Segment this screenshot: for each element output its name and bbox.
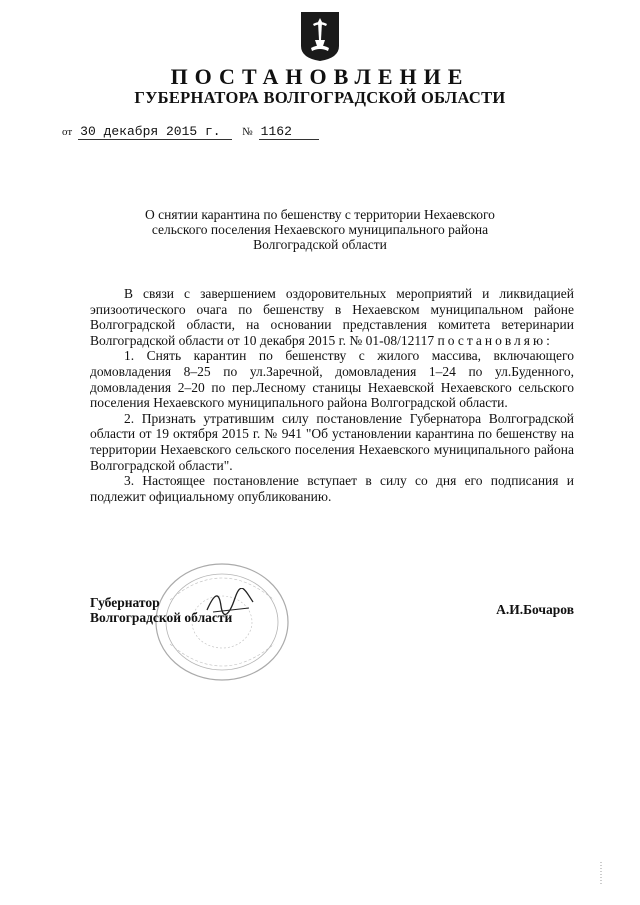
number-label: №: [242, 126, 253, 138]
registration-line: [62, 124, 319, 140]
subject-line: О снятии карантина по бешенству с территории Нехаевского: [145, 207, 495, 222]
preamble-paragraph: [90, 286, 574, 348]
signer-position-line: Волгоградской области: [90, 610, 233, 625]
document-date: 30 декабря 2015 г.: [78, 124, 232, 140]
item-2-paragraph: 2. Признать утратившим силу постановление Губернатора Волгоградской области от 19 октября 2015 г. № 941 "Об установлении карантина по бешенству на территории Нехаевского сельского поселения Нехаевского муниципального района Волгоградской области".: [90, 410, 574, 473]
date-label: от: [62, 126, 73, 138]
document-title: ПОСТАНОВЛЕНИЕ: [170, 64, 470, 89]
resolution-word: постановляю:: [437, 332, 553, 348]
coat-of-arms-icon: [299, 10, 341, 62]
signer-position: [90, 595, 232, 625]
signer-name: А.И.Бочаров: [496, 602, 574, 617]
document-number: 1162: [259, 124, 319, 140]
signer-position-line: Губернатор: [90, 595, 160, 610]
item-1-paragraph: 1. Снять карантин по бешенству с жилого массива, включающего домовладения 8–25 по ул.Заречной, домовладения 1–24 по ул.Буденного, домовладения 2–20 по пер.Лесному станицы Нехаевской Нехаевского сельского поселения Нехаевского муниципального района Волгоградской области.: [90, 348, 574, 411]
preamble-text: В связи с завершением оздоровительных мероприятий и ликвидацией эпизоотического очага по бешенству в Нехаевском муниципальном районе Волгоградской области, на основании представления комитета ветеринарии Волгоградской области от 10 декабря 2015 г. № 01-08/12117: [90, 286, 574, 348]
subject-line: Волгоградской области: [253, 237, 387, 252]
document-subject: [100, 207, 540, 252]
item-3-paragraph: 3. Настоящее постановление вступает в силу со дня его подписания и подлежит официальному опубликованию.: [90, 473, 574, 504]
document-issuer: ГУБЕРНАТОРА ВОЛГОГРАДСКОЙ ОБЛАСТИ: [134, 88, 506, 107]
margin-mark-icon: [598, 862, 604, 884]
document-body: [90, 286, 574, 504]
subject-line: сельского поселения Нехаевского муниципального района: [151, 222, 489, 237]
